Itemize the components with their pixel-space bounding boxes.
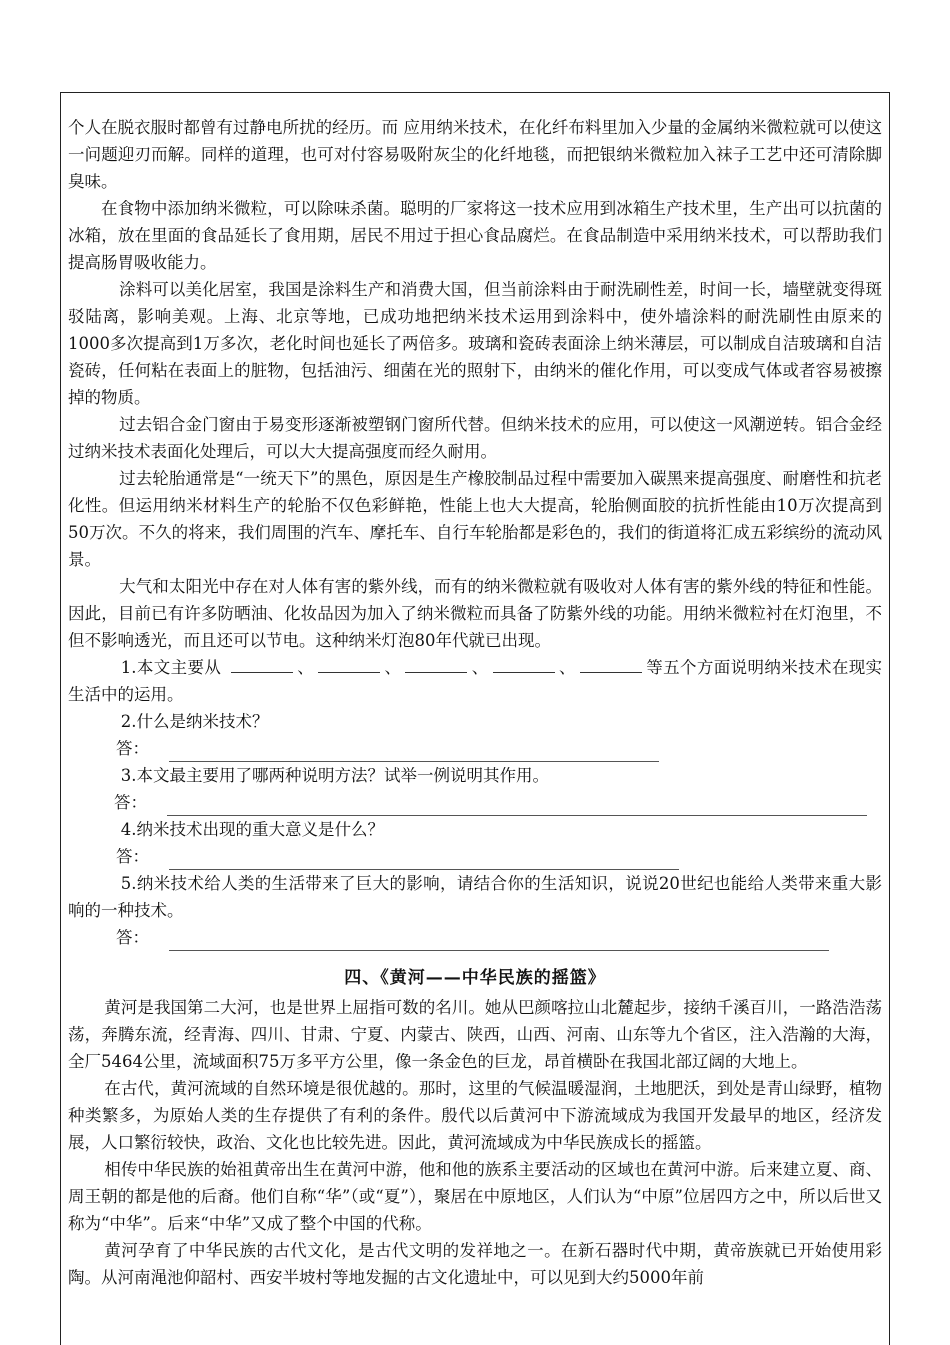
- paragraph: 相传中华民族的始祖黄帝出生在黄河中游，他和他的族系主要活动的区域也在黄河中游。后来建立夏、商、周王朝的都是他的后裔。他们自称“华”（或“夏”），聚居在中原地区，人们认为“中原”位居四方之中，所以后世又称为“中华”。后来“中华”又成了整个中国的代称。: [68, 1160, 882, 1233]
- question-text: 等五个方面说明纳米技术在现实生活中的运用。: [68, 658, 883, 704]
- paragraph: 黄河是我国第二大河，也是世界上屈指可数的名川。她从巴颜喀拉山北麓起步，接纳千溪百川，一路浩浩荡荡，奔腾东流，经青海、四川、甘肃、宁夏、内蒙古、陕西，山西、河南、山东等九个省区，注入浩瀚的大海，全厂5464公里，流域面积75万多平方公里，像一条金色的巨龙，昂首横卧在我国北部辽阔的大地上。: [68, 998, 882, 1071]
- answer-line[interactable]: [169, 747, 659, 762]
- question-2: 2.什么是纳米技术？: [120, 712, 269, 731]
- answer-line[interactable]: [167, 801, 867, 816]
- fill-blank[interactable]: [493, 656, 555, 673]
- fill-blank[interactable]: [318, 656, 380, 673]
- answer-row: [68, 789, 882, 816]
- question-text: 1.本文主要从: [120, 658, 222, 677]
- paragraph: 涂料可以美化居室，我国是涂料生产和消费大国，但当前涂料由于耐洗刷性差，时间一长，墙壁就变得斑驳陆离，影响美观。上海、北京等地，已成功地把纳米技术运用到涂料中，使外墙涂料的耐洗刷性由原来的1000多次提高到1万多次，老化时间也延长了两倍多。玻璃和瓷砖表面涂上纳米薄层，可以制成自洁玻璃和自洁瓷砖，任何粘在表面上的脏物，包括油污、细菌在光的照射下，由纳米的催化作用，可以变成气体或者容易被擦掉的物质。: [68, 280, 882, 407]
- answer-label: 答：: [114, 793, 147, 812]
- separator: 、: [296, 658, 315, 677]
- question-5: 5.纳米技术给人类的生活带来了巨大的影响，请结合你的生活知识，说说20世纪也能给人类带来重大影响的一种技术。: [68, 874, 882, 920]
- answer-row: [68, 843, 882, 870]
- fill-blank[interactable]: [231, 656, 293, 673]
- question-4: 4.纳米技术出现的重大意义是什么？: [120, 820, 385, 839]
- paragraph: 黄河孕育了中华民族的古代文化，是古代文明的发祥地之一。在新石器时代中期，黄帝族就已开始使用彩陶。从河南渑池仰韶村、西安半坡村等地发掘的古文化遗址中，可以见到大约5000年前: [68, 1241, 882, 1287]
- paragraph: 在古代，黄河流域的自然环境是很优越的。那时，这里的气候温暖湿润，土地肥沃，到处是青山绿野，植物种类繁多，为原始人类的生存提供了有利的条件。殷代以后黄河中下游流域成为我国开发最早的地区，经济发展，人口繁衍较快，政治、文化也比较先进。因此，黄河流域成为中华民族成长的摇篮。: [68, 1079, 882, 1152]
- question-3: 3.本文最主要用了哪两种说明方法？试举一例说明其作用。: [120, 766, 550, 785]
- answer-label: 答：: [116, 847, 149, 866]
- answer-row: [68, 735, 882, 762]
- paragraph: 在食物中添加纳米微粒，可以除味杀菌。聪明的厂家将这一技术应用到冰箱生产技术里，生产出可以抗菌的冰箱，放在里面的食品延长了食用期，居民不用过于担心食品腐烂。在食品制造中采用纳米技术，可以帮助我们提高肠胃吸收能力。: [68, 199, 882, 272]
- paragraph: 个人在脱衣服时都曾有过静电所扰的经历。而 应用纳米技术，在化纤布料里加入少量的金属纳米微粒就可以使这一问题迎刃而解。同样的道理，也可对付容易吸附灰尘的化纤地毯，而把银纳米微粒加入袜子工艺中还可清除脚臭味。: [68, 118, 882, 191]
- answer-label: 答：: [116, 739, 149, 758]
- section-title: 四、《黄河——中华民族的摇篮》: [344, 968, 606, 988]
- answer-line[interactable]: [169, 936, 829, 951]
- paragraph: 大气和太阳光中存在对人体有害的紫外线，而有的纳米微粒就有吸收对人体有害的紫外线的特征和性能。因此，目前已有许多防晒油、化妆品因为加入了纳米微粒而具备了防紫外线的功能。用纳米微粒衬在灯泡里，不但不影响透光，而且还可以节电。这种纳米灯泡80年代就已出现。: [68, 577, 882, 650]
- question-1: [68, 654, 882, 708]
- answer-row: [68, 924, 882, 951]
- document-body: [68, 114, 882, 1291]
- paragraph: 过去铝合金门窗由于易变形逐渐被塑钢门窗所代替。但纳米技术的应用，可以使这一风潮逆转。铝合金经过纳米技术表面化处理后，可以大大提高强度而经久耐用。: [68, 415, 882, 461]
- separator: 、: [558, 658, 576, 677]
- answer-line[interactable]: [169, 855, 679, 870]
- fill-blank[interactable]: [405, 656, 467, 673]
- fill-blank[interactable]: [580, 656, 642, 673]
- separator: 、: [384, 658, 402, 677]
- paragraph: 过去轮胎通常是“一统天下”的黑色，原因是生产橡胶制品过程中需要加入碳黑来提高强度、耐磨性和抗老化性。但运用纳米材料生产的轮胎不仅色彩鲜艳，性能上也大大提高，轮胎侧面胶的抗折性能由10万次提高到50万次。不久的将来，我们周围的汽车、摩托车、自行车轮胎都是彩色的，我们的街道将汇成五彩缤纷的流动风景。: [68, 469, 882, 569]
- answer-label: 答：: [116, 928, 149, 947]
- separator: 、: [471, 658, 489, 677]
